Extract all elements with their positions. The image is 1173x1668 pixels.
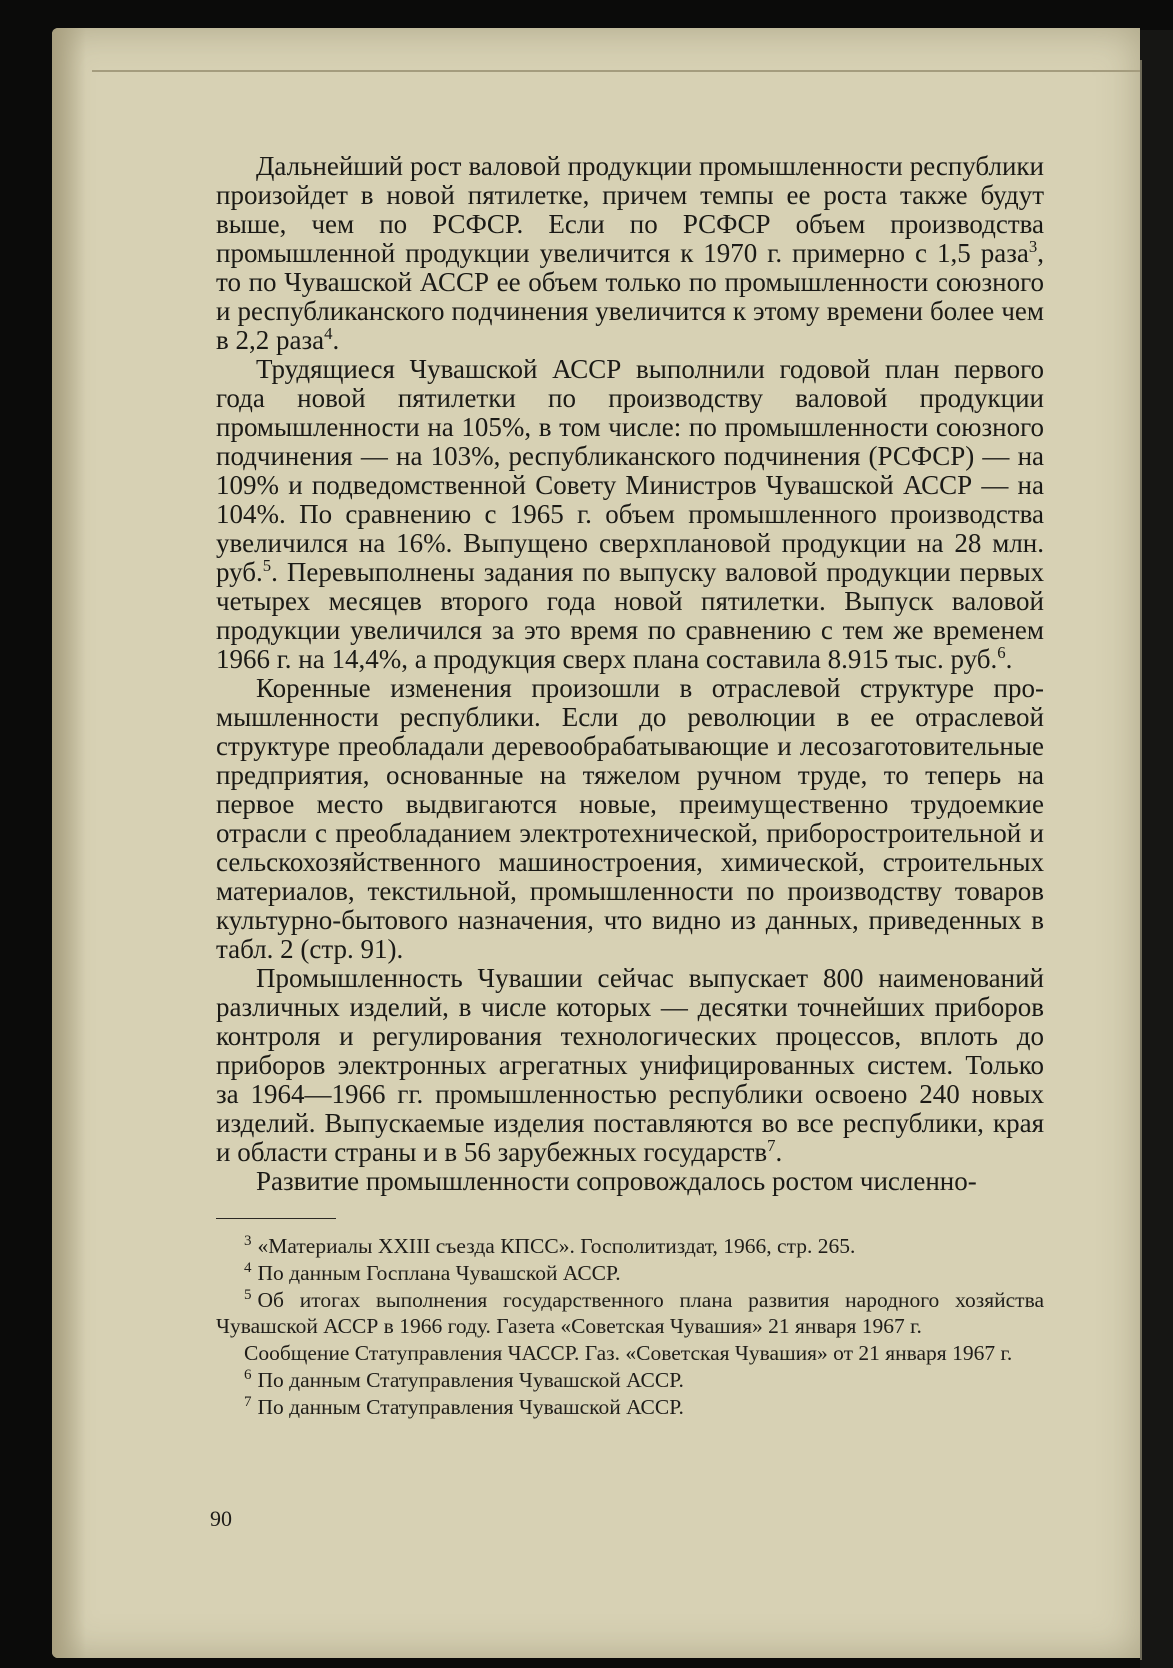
paragraph-text: . [775, 1137, 783, 1167]
paragraph-text: Развитие промышленности сопровождалось ростом численно- [256, 1166, 977, 1196]
footnote-ref: 4 [324, 324, 333, 343]
page-number: 90 [210, 1506, 232, 1531]
footnote-mark: 3 [244, 1232, 252, 1249]
footnote-6 [216, 1367, 1044, 1393]
footnote-5-continued [216, 1340, 1044, 1366]
paragraph-text: . Перевыполнены задания по выпуску валовой продукции первых четырех месяцев второго года новой пятилетки. Выпуск валовой продукции увеличился за это время по сравнению с тем же временем 1966 г. на 14,4%, а продукция сверх плана составила 8.915 тыс. руб. [216, 557, 1044, 674]
paragraph-text: . [332, 325, 340, 355]
footnote-mark: 5 [244, 1286, 252, 1303]
page-left-edge [52, 28, 86, 1658]
footnote-ref: 6 [997, 643, 1006, 662]
footnote-mark: 4 [244, 1259, 252, 1276]
paragraph-text: Дальнейший рост валовой продукции промышленности республики произойдет в новой пятилетке, причем темпы ее роста также будут выше, чем по РСФСР. Если по РСФСР объем производства промышленной продукции увеличится к 1970 г. примерно с 1,5 раза [216, 151, 1044, 268]
paragraph-text: Промышленность Чувашии сейчас выпускает 800 наименований различных изделий, в числе которых — десятки точнейших приборов контроля и регулирования технологических процессов, вплоть до приборов электронных агрегатных унифицированных систем. Только за 1964—1966 гг. промышленностью республики освоено 240 новых изделий. Выпускаемые изделия поставляются во все республики, края и области страны и в 56 зарубежных государств [216, 963, 1044, 1167]
paragraph-5 [216, 1167, 1044, 1196]
paragraph-text: Коренные изменения произошли в отраслевой структуре промышленности республики. Если до революции в ее отраслевой структуре преобладали деревообрабатывающие и лесозаготовительные предприятия, основанные на тяжелом ручном труде, то теперь на первое место выдвигаются новые, преимущественно трудоемкие отрасли с преобладанием электротехнической, приборостроительной и сельскохозяйственного машиностроения, химической, строительных материалов, текстильной, промышленности по производству товаров культурно-бытового назначения, что видно из данных, приведенных в табл. 2 (стр. 91). [216, 673, 1044, 964]
footnote-ref: 3 [1028, 237, 1038, 256]
footnote-5 [216, 1287, 1044, 1339]
footnote-7 [216, 1394, 1044, 1420]
footnote-3 [216, 1233, 1044, 1259]
paragraph-text: Трудящиеся Чувашской АССР выполнили годовой план первого года новой пятилетки по производству валовой продукции промышленности на 105%, в том числе: по промышленности союзного подчинения — на 103%, республиканского подчинения (РСФСР) — на 109% и подведомственной Совету Министров Чувашской АССР — на 104%. По сравнению с 1965 г. объем промышленного производства увеличился на 16%. Выпущено сверхплановой продукции на 28 млн. руб. [216, 354, 1044, 587]
footnote-mark: 6 [244, 1366, 252, 1383]
footnote-text: «Материалы XXIII съезда КПСС». Госполитиздат, 1966, стр. 265. [257, 1234, 856, 1258]
gutter-edge [1140, 60, 1142, 1660]
paragraph-1 [216, 152, 1044, 355]
page-top-rule [92, 70, 1142, 72]
footnote-text: Об итогах выполнения государственного плана развития народного хозяйства Чувашской АССР в 1966 году. Газета «Советская Чувашия» 21 января 1967 г. [216, 1288, 1044, 1338]
book-gutter [1140, 30, 1173, 1668]
page-body [216, 152, 1044, 1421]
footnote-text: Сообщение Статуправления ЧАССР. Газ. «Советская Чувашия» от 21 января 1967 г. [244, 1341, 1013, 1365]
footnotes [216, 1233, 1044, 1420]
paragraph-3 [216, 674, 1044, 964]
paragraph-text: . [1005, 644, 1013, 674]
footnote-ref: 7 [767, 1136, 776, 1155]
footnote-4 [216, 1260, 1044, 1286]
paragraph-2 [216, 355, 1044, 674]
footnote-separator [216, 1218, 336, 1219]
paragraph-4 [216, 964, 1044, 1167]
footnote-text: По данным Госплана Чувашской АССР. [257, 1261, 621, 1285]
paragraph-text: , то по Чувашской АССР ее объем только по промышленности союзного и республиканского подчинения увеличится к этому времени более чем в 2,2 раза [216, 238, 1044, 355]
footnote-ref: 5 [262, 556, 272, 575]
footnote-text: По данным Статуправления Чувашской АССР. [257, 1368, 684, 1392]
footnote-text: По данным Статуправления Чувашской АССР. [257, 1395, 684, 1419]
footnote-mark: 7 [244, 1393, 252, 1410]
